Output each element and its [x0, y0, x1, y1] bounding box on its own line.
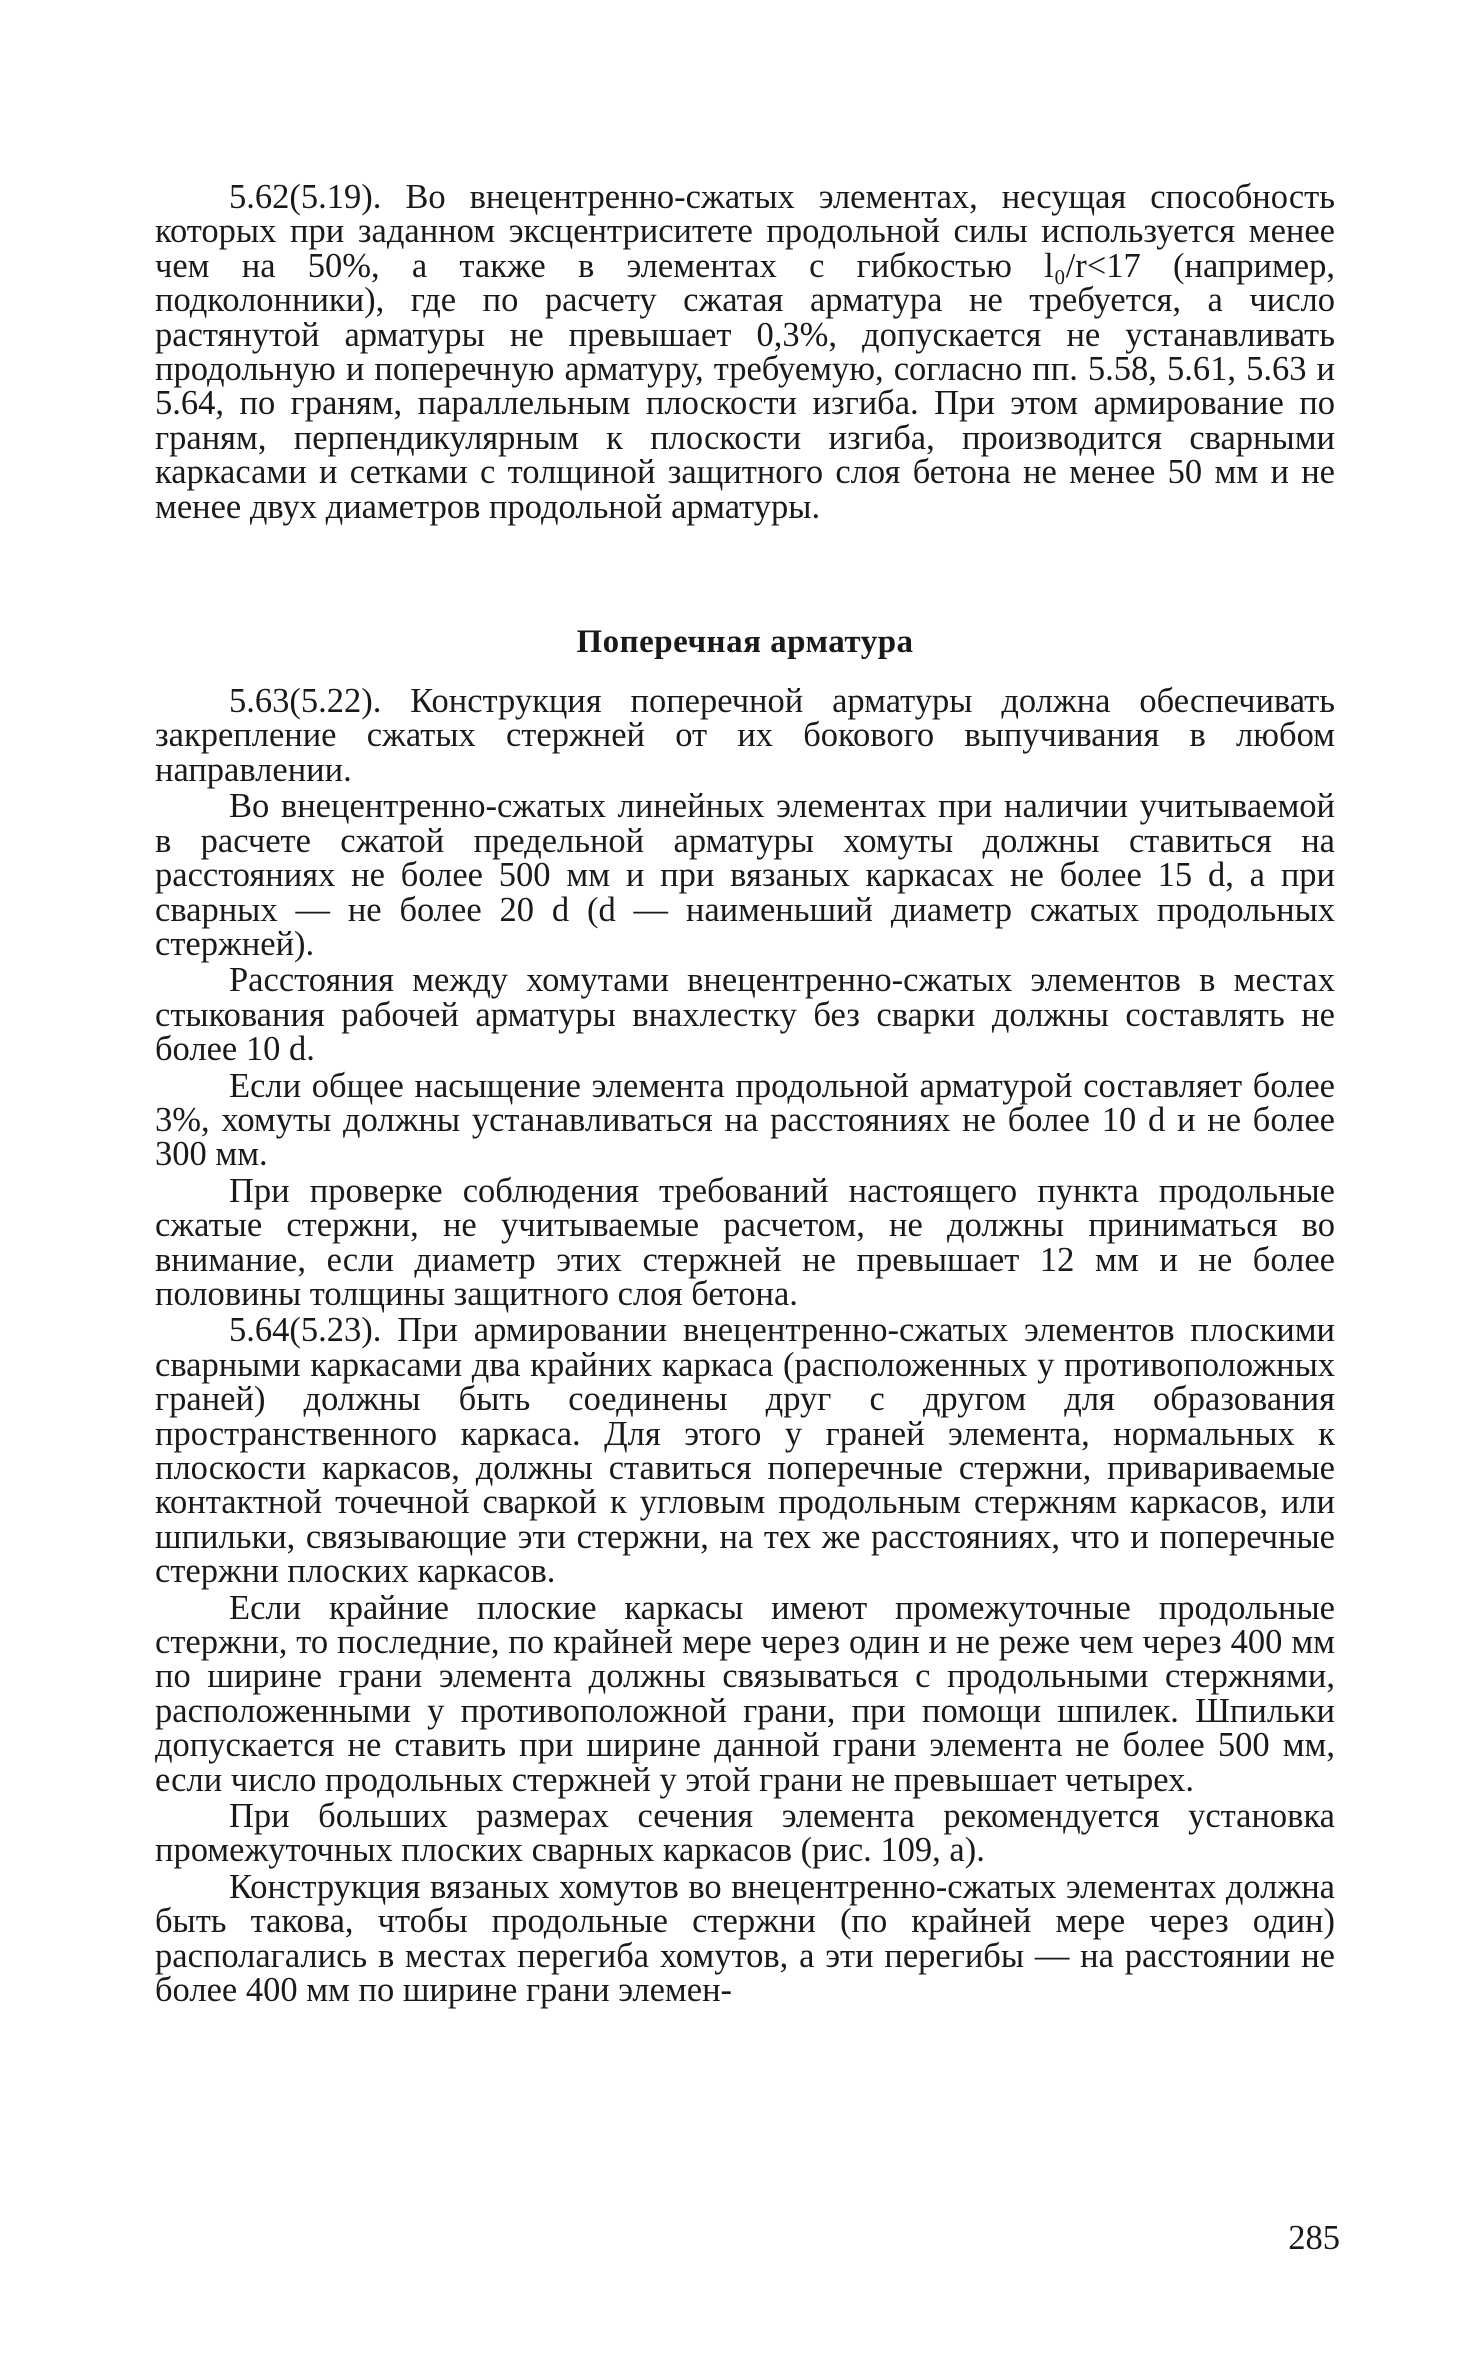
section-title: Поперечная арматура — [576, 624, 914, 661]
paragraph: При проверке соблюдения требований настоящего пункта продольные сжатые стержни, не учитываемые расчетом, не должны приниматься во внимание, если диаметр этих стержней не превышает 12 мм и не более половины толщины защитного слоя бетона. — [155, 1171, 1335, 1313]
page-body — [155, 180, 1335, 2008]
paragraph: Конструкция вязаных хомутов во внецентренно-сжатых элементах должна быть такова, чтобы продольные стержни (по крайней мере через один) располагались в местах перегиба хомутов, а эти перегибы — на расстоянии не более 400 мм по ширине грани элемен- — [155, 1867, 1335, 2010]
paragraph-5-63: 5.63(5.22). Конструкция поперечной арматуры должна обеспечивать закрепление сжатых стержней от их бокового выпучивания в любом направлении. — [155, 682, 1335, 789]
paragraph: Во внецентренно-сжатых линейных элементах при наличии учитываемой в расчете сжатой предельной арматуры хомуты должны ставиться на расстояниях не более 500 мм и при вязаных каркасах не более 15 d, а при сварных — не более 20 d (d — наименьший диаметр сжатых продольных стержней). — [155, 787, 1335, 963]
paragraph: Расстояния между хомутами внецентренно-сжатых элементов в местах стыкования рабочей арматуры внахлестку без сварки должны составлять не более 10 d. — [155, 961, 1335, 1069]
paragraph: При больших размерах сечения элемента рекомендуется установка промежуточных плоских сварных каркасов (рис. 109, а). — [155, 1797, 1335, 1870]
paragraph: Если общее насыщение элемента продольной арматурой составляет более 3%, хомуты должны устанавливаться на расстояниях не более 10 d и не более 300 мм. — [155, 1066, 1335, 1174]
page-number: 285 — [1288, 2219, 1340, 2257]
paragraph-5-64: 5.64(5.23). При армировании внецентренно-сжатых элементов плоскими сварными каркасами два крайних каркаса (расположенных у противоположных граней) должны быть соединены друг с другом для образования пространственного каркаса. Для этого у граней элемента, нормальных к плоскости каркасов, должны ставиться поперечные стержни, привариваемые контактной точечной сваркой к угловым продольным стержням каркасов, или шпильки, связывающие эти стержни, на тех же расстояниях, что и поперечные стержни плоских каркасов. — [155, 1311, 1335, 1591]
paragraph-5-62: 5.62(5.19). Во внецентренно-сжатых элементах, несущая способность которых при заданном эксцентриситете продольной силы используется менее чем на 50%, а также в элементах с гибкостью l₀/r<17 (например, подколонники), где по расчету сжатая арматура не требуется, а число растянутой арматуры не превышает 0,3%, допускается не устанавливать продольную и поперечную арматуру, требуемую, согласно пп. 5.58, 5.61, 5.63 и 5.64, по граням, параллельным плоскости изгиба. При этом армирование по граням, перпендикулярным к плоскости изгиба, производится сварными каркасами и сетками с толщиной защитного слоя бетона не менее 50 мм и не менее двух диаметров продольной арматуры. — [155, 178, 1335, 526]
paragraph: Если крайние плоские каркасы имеют промежуточные продольные стержни, то последние, по крайней мере через один и не реже чем через 400 мм по ширине грани элемента должны связываться с продольными стержнями, расположенными у противоположной грани, при помощи шпилек. Шпильки допускается не ставить при ширине данной грани элемента не более 500 мм, если число продольных стержней у этой грани не превышает четырех. — [155, 1588, 1335, 1799]
